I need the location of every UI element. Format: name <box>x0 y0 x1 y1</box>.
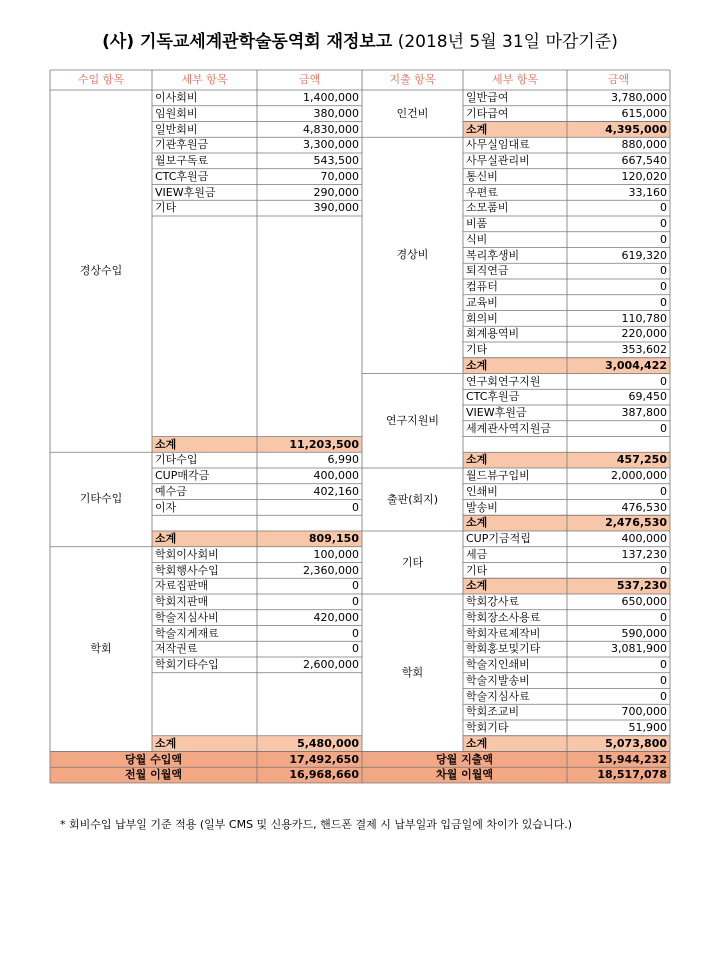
income-item-amount: 3,300,000 <box>303 138 359 152</box>
expense-item-label: 학술지발송비 <box>466 673 530 687</box>
expense-item-label: 사무실임대료 <box>466 138 530 152</box>
expense-item-label: CTC후원금 <box>466 390 520 404</box>
income-category: 경상수입 <box>79 264 123 277</box>
income-item-label: 이사회비 <box>155 91 198 104</box>
expense-item-label: 학술지인쇄비 <box>466 658 530 671</box>
income-item-label: 학술지심사비 <box>155 610 219 624</box>
expense-item-amount: 667,540 <box>621 154 667 167</box>
expense-subtotal-label: 소계 <box>463 736 567 752</box>
column-header: 세부 항목 <box>181 73 228 86</box>
expense-item-label: 기타급여 <box>466 106 509 120</box>
expense-item-amount: 137,230 <box>621 547 667 561</box>
total-amount: 17,492,650 <box>257 752 362 768</box>
expense-subtotal-amount: 2,476,530 <box>567 515 670 531</box>
expense-item-amount: 619,320 <box>621 248 667 262</box>
income-item-amount: 402,160 <box>313 484 359 498</box>
expense-category: 경상비 <box>396 248 429 262</box>
expense-item-amount: 476,530 <box>621 500 667 514</box>
income-item-label: 임원회비 <box>155 106 198 120</box>
total-amount: 15,944,232 <box>567 752 670 768</box>
expense-item-amount: 387,800 <box>621 406 667 419</box>
expense-item-amount: 353,602 <box>621 343 667 356</box>
income-item-label: CTC후원금 <box>155 169 209 183</box>
title-main: (사) 기독교세계관학술동역회 재정보고 <box>102 32 393 52</box>
expense-item-amount: 0 <box>660 563 667 577</box>
expense-item-amount: 2,000,000 <box>611 469 667 482</box>
income-item-amount: 2,600,000 <box>303 658 359 671</box>
income-item-label: 월보구독료 <box>155 154 209 167</box>
expense-item-amount: 3,081,900 <box>611 642 667 656</box>
expense-item-amount: 615,000 <box>621 106 667 120</box>
income-subtotal-label: 소계 <box>152 437 257 453</box>
income-item-amount: 0 <box>352 579 359 593</box>
expense-item-label: 세계관사역지원금 <box>466 421 552 435</box>
expense-item-amount: 69,450 <box>628 390 667 404</box>
income-item-amount: 380,000 <box>313 106 359 120</box>
income-item-label: CUP매각금 <box>155 469 210 482</box>
income-item-label: 자료집판매 <box>155 579 209 593</box>
expense-item-label: 학회자료제작비 <box>466 626 541 640</box>
expense-subtotal-amount: 4,395,000 <box>567 122 670 138</box>
income-category: 학회 <box>90 641 112 655</box>
expense-subtotal-label: 소계 <box>463 358 567 374</box>
column-header: 지출 항목 <box>389 73 436 86</box>
income-item-amount: 100,000 <box>313 547 359 561</box>
income-item-label: 기타 <box>155 201 177 215</box>
income-item-label: 저작권료 <box>155 642 198 656</box>
income-item-label: 기관후원금 <box>155 138 209 152</box>
income-item-amount: 0 <box>352 500 359 514</box>
income-item-amount: 70,000 <box>320 169 359 183</box>
expense-item-label: 월드뷰구입비 <box>466 469 530 482</box>
income-item-amount: 4,830,000 <box>303 122 359 136</box>
expense-item-amount: 0 <box>660 264 667 278</box>
income-item-label: 이자 <box>155 500 177 514</box>
expense-item-amount: 110,780 <box>621 311 667 325</box>
expense-item-amount: 0 <box>660 201 667 215</box>
income-item-label: 학회지판매 <box>155 595 209 608</box>
expense-subtotal-amount: 5,073,800 <box>567 736 670 752</box>
expense-item-amount: 0 <box>660 217 667 230</box>
column-header: 수입 항목 <box>77 73 124 86</box>
expense-item-label: CUP기금적립 <box>466 532 531 545</box>
expense-item-amount: 220,000 <box>621 327 667 341</box>
expense-item-label: 비품 <box>466 217 488 230</box>
expense-category: 학회 <box>401 666 424 679</box>
income-item-label: 학술지게재료 <box>155 626 219 640</box>
expense-item-amount: 51,900 <box>628 721 667 734</box>
expense-item-label: 퇴직연금 <box>466 264 509 278</box>
expense-subtotal-label: 소계 <box>463 578 567 594</box>
income-category: 기타수입 <box>79 492 123 506</box>
income-subtotal-amount: 11,203,500 <box>257 437 362 453</box>
expense-item-amount: 0 <box>660 658 667 671</box>
expense-item-amount: 880,000 <box>621 138 667 152</box>
income-item-label: VIEW후원금 <box>155 185 216 199</box>
expense-item-label: 세금 <box>466 547 488 561</box>
income-item-amount: 0 <box>352 642 359 656</box>
expense-item-label: 교육비 <box>466 295 498 309</box>
column-header: 세부 항목 <box>491 73 538 86</box>
income-item-amount: 2,360,000 <box>303 563 359 577</box>
expense-category: 연구지원비 <box>385 413 440 427</box>
income-item-amount: 290,000 <box>313 185 359 199</box>
expense-item-amount: 590,000 <box>621 626 667 640</box>
income-item-amount: 400,000 <box>313 469 359 482</box>
expense-item-label: 통신비 <box>466 169 498 183</box>
income-subtotal-label: 소계 <box>152 736 257 752</box>
expense-item-label: VIEW후원금 <box>466 406 527 419</box>
expense-item-amount: 0 <box>660 295 667 309</box>
expense-item-amount: 0 <box>660 280 667 293</box>
expense-item-amount: 0 <box>660 673 667 687</box>
income-subtotal-amount: 809,150 <box>257 531 362 547</box>
expense-subtotal-amount: 3,004,422 <box>567 358 670 374</box>
expense-item-label: 학회장소사용료 <box>466 610 541 624</box>
expense-item-label: 우편료 <box>466 185 498 199</box>
expense-item-amount: 0 <box>660 374 667 388</box>
expense-item-label: 기타 <box>466 343 488 356</box>
expense-subtotal-label: 소계 <box>463 122 567 138</box>
expense-item-label: 회의비 <box>466 311 498 325</box>
income-item-label: 학회행사수입 <box>155 563 219 577</box>
expense-item-label: 일반급여 <box>466 91 509 104</box>
expense-item-label: 복리후생비 <box>466 248 520 262</box>
income-item-label: 예수금 <box>155 484 187 498</box>
expense-item-amount: 3,780,000 <box>611 91 667 104</box>
expense-item-amount: 0 <box>660 689 667 703</box>
expense-item-amount: 700,000 <box>621 705 667 719</box>
expense-item-label: 기타 <box>466 563 488 577</box>
total-label: 차월 이월액 <box>362 767 567 783</box>
expense-item-label: 컴퓨터 <box>466 280 498 293</box>
expense-item-amount: 0 <box>660 421 667 435</box>
expense-item-amount: 650,000 <box>621 595 667 608</box>
income-item-amount: 6,990 <box>327 453 359 467</box>
title-sub: (2018년 5월 31일 마감기준) <box>397 32 618 52</box>
income-item-amount: 1,400,000 <box>303 91 359 104</box>
total-amount: 18,517,078 <box>567 767 670 783</box>
income-item-label: 일반회비 <box>155 122 198 136</box>
expense-subtotal-label: 소계 <box>463 452 567 468</box>
expense-item-amount: 400,000 <box>621 532 667 545</box>
income-item-amount: 543,500 <box>313 154 359 167</box>
total-amount: 16,968,660 <box>257 767 362 783</box>
expense-item-label: 학회홍보및기타 <box>466 642 541 656</box>
expense-item-label: 발송비 <box>466 500 498 514</box>
income-item-label: 기타수입 <box>155 453 198 467</box>
expense-item-label: 학회강사료 <box>466 595 520 608</box>
expense-item-label: 회계용역비 <box>466 327 520 341</box>
expense-category: 인건비 <box>396 107 429 120</box>
expense-item-amount: 0 <box>660 232 667 246</box>
expense-item-amount: 33,160 <box>628 185 667 199</box>
expense-item-amount: 120,020 <box>621 169 667 183</box>
total-label: 당월 수입액 <box>50 752 257 768</box>
income-item-label: 학회이사회비 <box>155 547 219 561</box>
income-subtotal-label: 소계 <box>152 531 257 547</box>
income-item-amount: 420,000 <box>313 610 359 624</box>
expense-item-amount: 0 <box>660 610 667 624</box>
expense-item-label: 학회조교비 <box>466 705 520 719</box>
expense-subtotal-amount: 457,250 <box>567 452 670 468</box>
total-label: 전월 이월액 <box>50 767 257 783</box>
expense-item-label: 소모품비 <box>466 201 509 215</box>
expense-item-label: 학술지심사료 <box>466 689 530 703</box>
expense-item-amount: 0 <box>660 484 667 498</box>
income-item-amount: 0 <box>352 626 359 640</box>
expense-category: 출판(회지) <box>386 493 439 506</box>
expense-item-label: 식비 <box>466 232 488 246</box>
income-subtotal-amount: 5,480,000 <box>257 736 362 752</box>
expense-subtotal-label: 소계 <box>463 515 567 531</box>
expense-item-label: 사무실관리비 <box>466 154 530 167</box>
income-item-amount: 0 <box>352 595 359 608</box>
footnote: * 회비수입 납부일 기준 적용 (일부 CMS 및 신용카드, 핸드폰 결제 시 납부일과 입금일에 차이가 있습니다.) <box>60 818 573 831</box>
column-header: 금액 <box>607 73 630 86</box>
income-item-label: 학회기타수입 <box>155 658 219 671</box>
expense-category: 기타 <box>401 556 424 569</box>
expense-item-label: 연구회연구지원 <box>466 374 541 388</box>
expense-item-label: 학회기타 <box>466 721 509 734</box>
income-item-amount: 390,000 <box>313 201 359 215</box>
expense-item-label: 인쇄비 <box>466 484 498 498</box>
column-header: 금액 <box>298 73 321 86</box>
total-label: 당월 지출액 <box>362 752 567 768</box>
expense-subtotal-amount: 537,230 <box>567 578 670 594</box>
